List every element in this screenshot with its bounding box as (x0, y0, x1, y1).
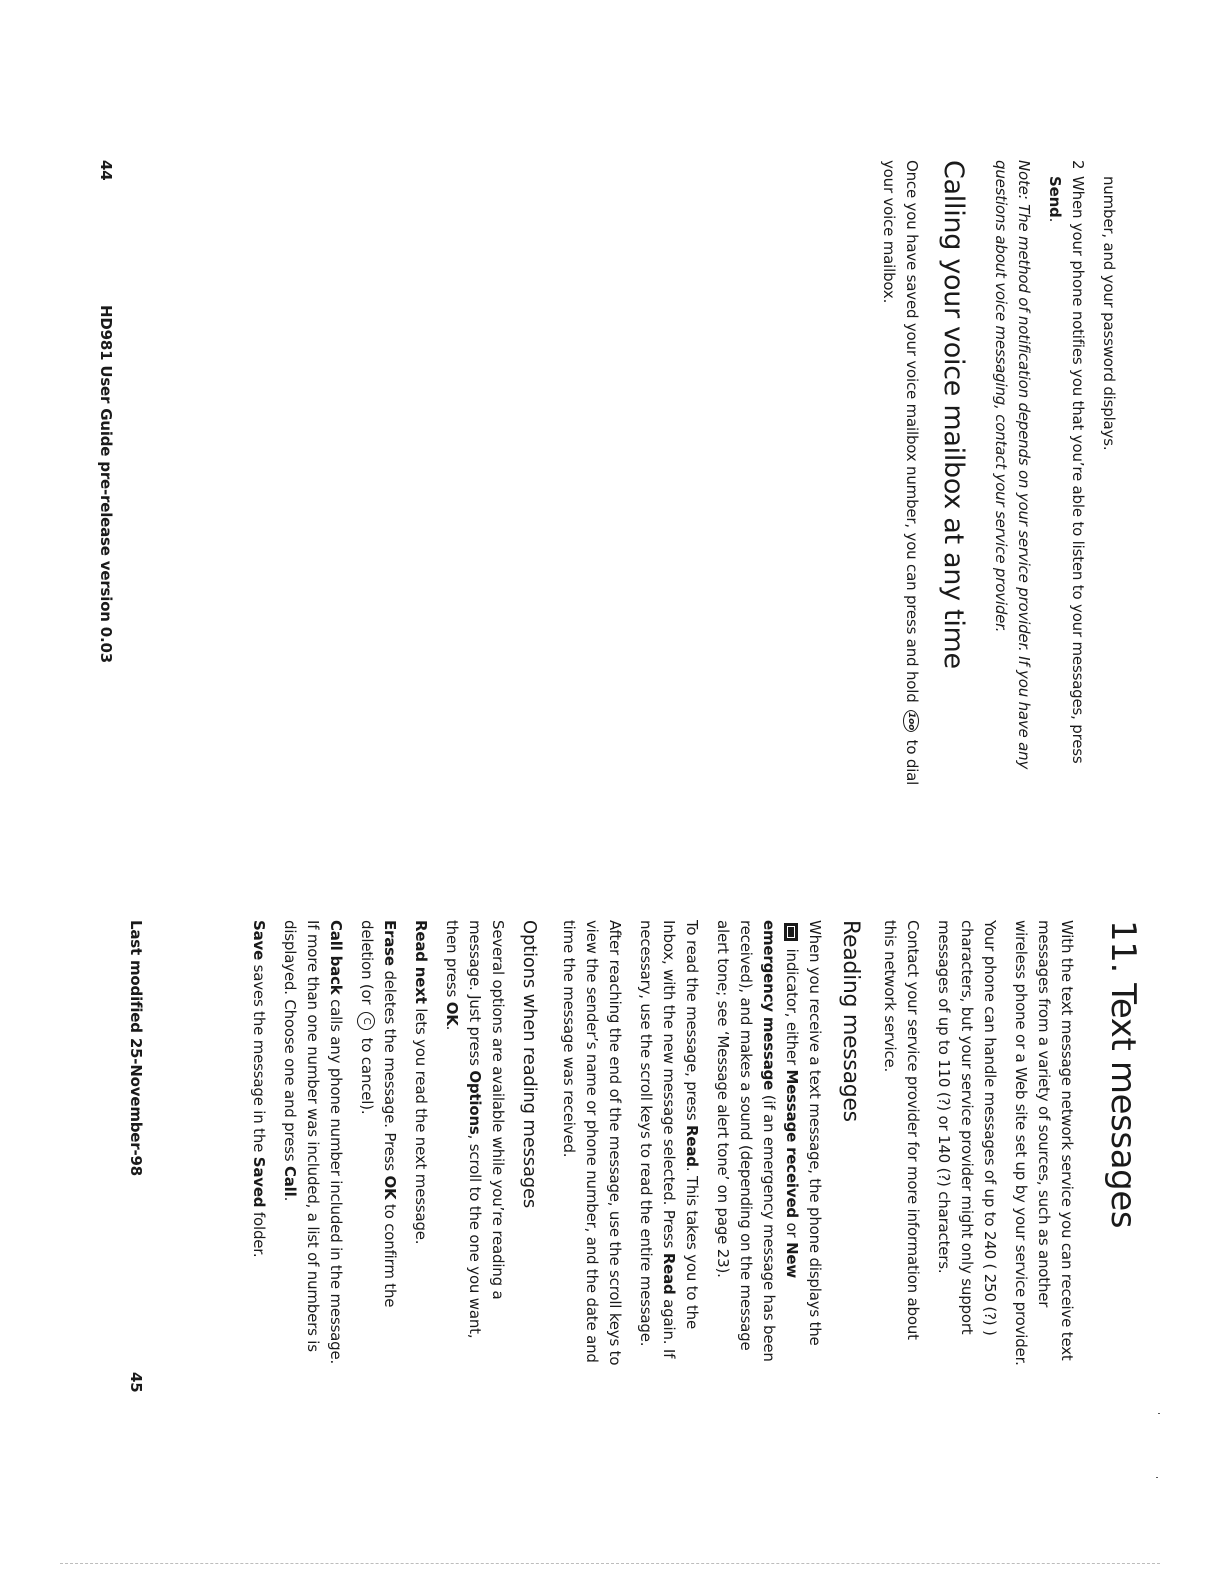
continuation-text: number, and your password displays. (1100, 176, 1118, 451)
right-page (127, 920, 1150, 1570)
section-heading-reading-messages: Reading messages (838, 920, 863, 1122)
option-save: Save saves the message in the Saved folder. (250, 920, 268, 1258)
voice-mailbox-paragraph: Once you have saved your voice mailbox number, you can press and hold 1oo to dial your voice mailbox. (880, 160, 921, 786)
option-read-next: Read next lets you read the next message. (412, 920, 430, 1245)
reading-paragraph-3: After reaching the end of the message, use the scroll keys to view the sender’s name or phone number, and the date and time the message was received. (560, 920, 624, 1366)
left-page (97, 160, 1120, 810)
option-call-back: Call back calls any phone number included in the message. If more than one number was included, a list of numbers is displayed. Choose one and press Call. (281, 920, 345, 1365)
step-2 (1043, 160, 1089, 810)
scan-speck (1156, 1477, 1158, 1478)
scan-edge-line (60, 1563, 1160, 1564)
section-heading-options: Options when reading messages (519, 920, 540, 1209)
footer-title: HD981 User Guide pre-release version 0.03 (97, 305, 115, 664)
reading-paragraph-1: When you receive a text message, the phone displays the indicator, either Message received or New emergency message (if an emergency message has been received), and makes a sound (depending on the message alert tone; see ‘Message alert tone’ on page 23). (714, 920, 824, 1362)
scan-speck (1158, 1413, 1160, 1414)
footer-page-number: 45 (127, 1372, 145, 1393)
step-text: When your phone notifies you that you’re able to listen to your messages, press Send. (1046, 176, 1087, 764)
step-number: 2 (1069, 160, 1087, 170)
intro-paragraph-3: Contact your service provider for more information about this network service. (881, 920, 922, 1340)
voice-note: Note: The method of notification depends on your service provider. If you have any questions about voice messaging, contact your service provider. (992, 160, 1033, 770)
section-heading-calling-voice-mailbox: Calling your voice mailbox at any time (938, 160, 969, 669)
intro-paragraph-2: Your phone can handle messages of up to 240 ( 250 (?) ) characters, but your service provider might only support messages of up to 110 (?) or 140 (?) characters. (935, 920, 999, 1336)
intro-paragraph-1: With the text message network service you can receive text messages from a variety of sources, such as another wireless phone or a Web site set up by your service provider. (1012, 920, 1076, 1366)
footer-last-modified: Last modified 25-November-98 (127, 920, 145, 1176)
voice-mailbox-key-icon: 1oo (904, 710, 920, 732)
chapter-title: 11. Text messages (1103, 920, 1143, 1229)
options-paragraph: Several options are available while you’re reading a message. Just press Options, scroll to the one you want, then press OK. (443, 920, 507, 1339)
message-indicator-icon (785, 923, 799, 941)
option-erase: Erase deletes the message. Press OK to confirm the deletion (or C to cancel). (358, 920, 399, 1308)
footer-page-number: 44 (97, 160, 115, 181)
cancel-key-icon: C (358, 1012, 376, 1030)
reading-paragraph-2: To read the message, press Read. This takes you to the Inbox, with the new message selected. Press Read again. If necessary, use the scroll keys to read the entire message. (637, 920, 701, 1359)
